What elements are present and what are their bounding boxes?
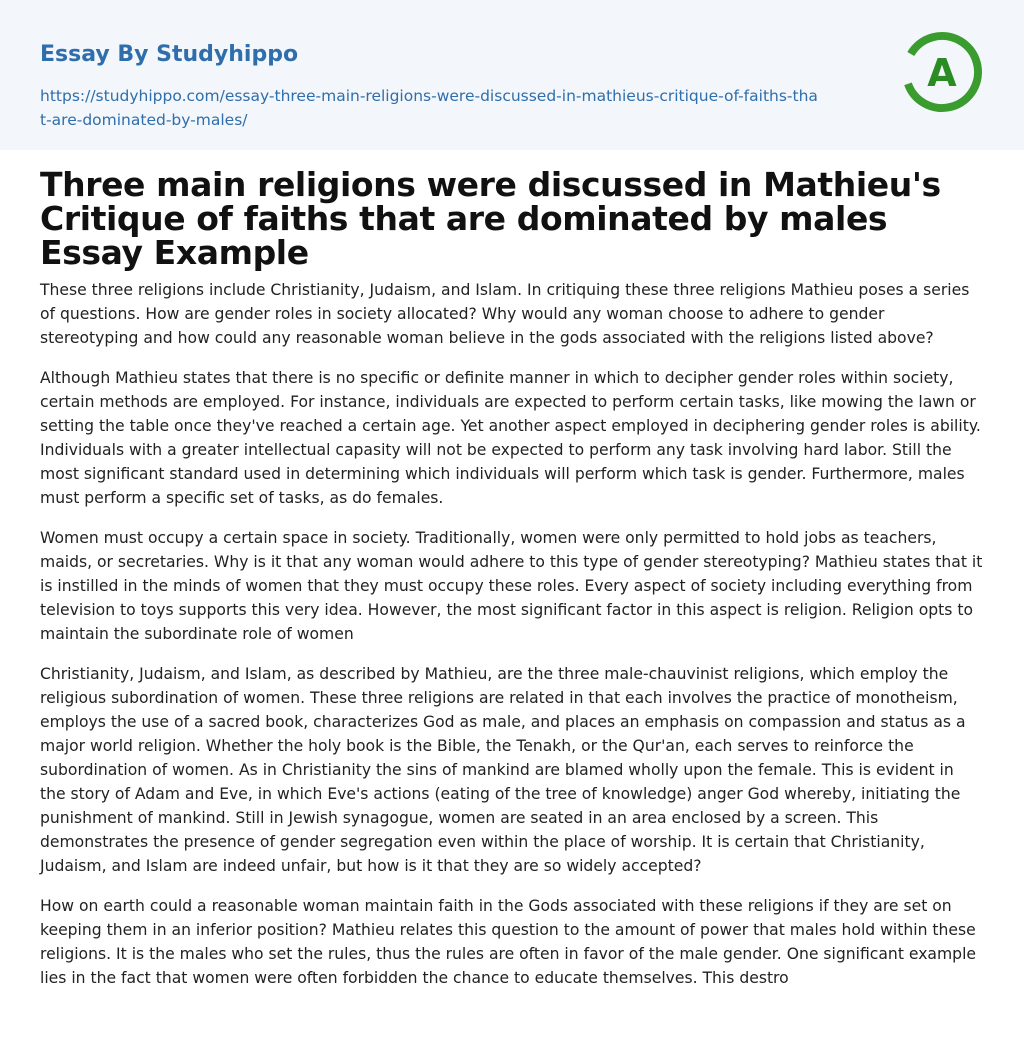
essay-title: Three main religions were discussed in Mathieu's Critique of faiths that are dominated by males Essay Example <box>40 165 941 272</box>
logo-letter: A <box>927 51 957 95</box>
site-brand[interactable]: Essay By Studyhippo <box>40 42 299 67</box>
essay-paragraph-2: Although Mathieu states that there is no specific or definite manner in which to decipher gender roles within society, certain methods are employed. For instance, individuals are expected to perform certain tasks, like mowing the lawn or setting the table once they've reached a certain age. Yet another aspect employed in deciphering gender roles is ability. Individuals with a greater intellectual capasity will not be expected to perform any task involving hard labor. Still the most significant standard used in determining which individuals will perform which task is gender. Furthermore, males must perform a specific set of tasks, as do females. <box>40 369 981 507</box>
essay-paragraph-1: These three religions include Christianity, Judaism, and Islam. In critiquing these three religions Mathieu poses a series of questions. How are gender roles in society allocated? Why would any woman choose to adhere to gender stereotyping and how could any reasonable woman believe in the gods associated with the religions listed above? <box>40 281 970 347</box>
article-content <box>0 150 1024 990</box>
essay-paragraph-4: Christianity, Judaism, and Islam, as described by Mathieu, are the three male-chauvinist religions, which employ the religious subordination of women. These three religions are related in that each involves the practice of monotheism, employs the use of a sacred book, characterizes God as male, and places an emphasis on compassion and status as a major world religion. Whether the holy book is the Bible, the Tenakh, or the Qur'an, each serves to reinforce the subordination of women. As in Christianity the sins of mankind are blamed wholly upon the female. This is evident in the story of Adam and Eve, in which Eve's actions (eating of the tree of knowledge) anger God whereby, initiating the punishment of mankind. Still in Jewish synagogue, women are seated in an area enclosed by a screen. This demonstrates the presence of gender segregation even within the place of worship. It is certain that Christianity, Judaism, and Islam are indeed unfair, but how is it that they are so widely accepted? <box>40 665 966 875</box>
page-header <box>0 0 1024 150</box>
studyhippo-logo-icon[interactable] <box>898 28 986 116</box>
essay-paragraph-3: Women must occupy a certain space in society. Traditionally, women were only permitted to hold jobs as teachers, maids, or secretaries. Why is it that any woman would adhere to this type of gender stereotyping? Mathieu states that it is instilled in the minds of women that they must occupy these roles. Every aspect of society including everything from television to toys supports this very idea. However, the most significant factor in this aspect is religion. Religion opts to maintain the subordinate role of women <box>40 529 983 643</box>
essay-url-link[interactable]: https://studyhippo.com/essay-three-main-religions-were-discussed-in-mathieus-critique-of-faiths-that-are-dominated-by-males/ <box>40 87 818 129</box>
essay-paragraph-5: How on earth could a reasonable woman maintain faith in the Gods associated with these religions if they are set on keeping them in an inferior position? Mathieu relates this question to the amount of power that males hold within these religions. It is the males who set the rules, thus the rules are often in favor of the male gender. One significant example lies in the fact that women were often forbidden the chance to educate themselves. This destro <box>40 897 977 987</box>
